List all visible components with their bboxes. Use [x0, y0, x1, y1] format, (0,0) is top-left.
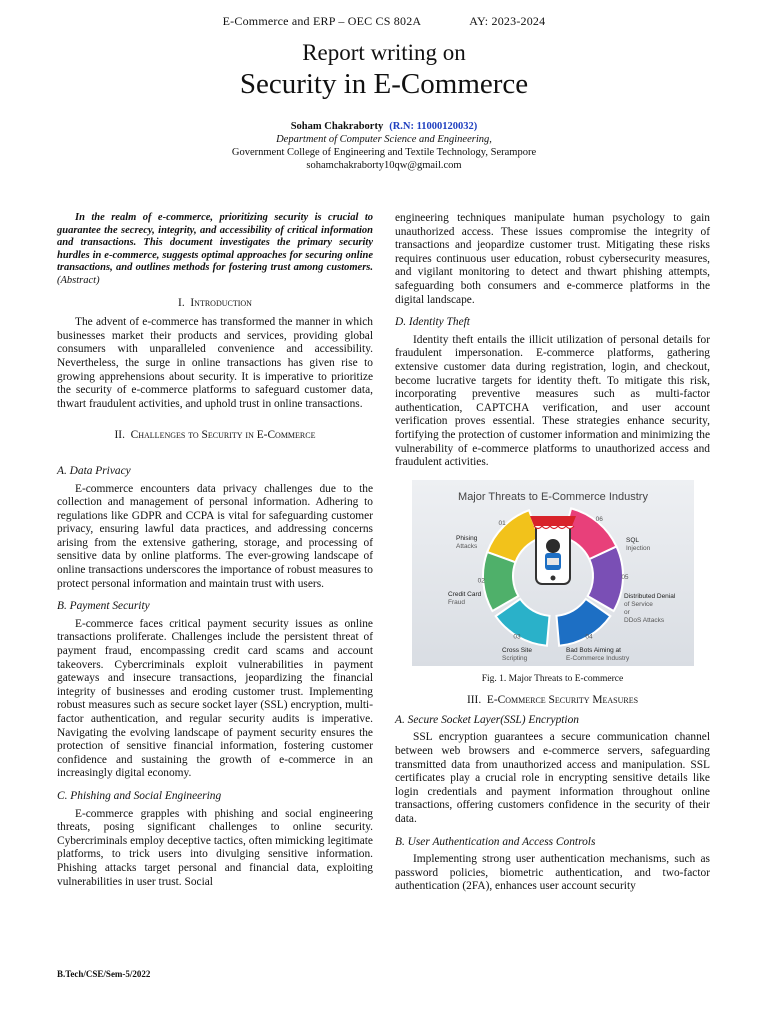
threat-number-03: 03: [512, 633, 521, 641]
threat-number-02: 02: [477, 576, 485, 584]
threat-label-05: Distributed Denial: [623, 592, 675, 600]
threat-number-06: 06: [595, 515, 603, 523]
subsection-2c-continued: engineering techniques manipulate human psychology to gain unauthorized access. These issues compromise the integrity of transactions and jeopardize customer trust. Mitigating these risks requires continuous user education, robust cybersecurity measures, and vigilant monitoring to detect and thwart phishing attempts, safeguarding both consumers and e-commerce platforms in the digital landscape.: [395, 212, 710, 306]
author-roll-number: (R.N: 11000120032): [389, 121, 478, 132]
threat-number-01: 01: [497, 519, 506, 527]
abstract: [57, 212, 373, 288]
section-3-heading: [395, 694, 710, 708]
running-header: [0, 14, 768, 29]
subsection-2d-body: Identity theft entails the illicit utilization of personal details for fraudulent impersonation. E-commerce platforms, gathering extensive customer data during registration, login, and checkout, become lucrative targets for identity theft. To mitigate this risk, incorporating preventive measures such as multi-factor authentication, CAPTCHA verification, and user account verification proves essential. These strategies enhance security, fortifying the protection of customer information and minimizing the vulnerability of e-commerce platforms to unauthorized access and fraudulent activities.: [395, 333, 710, 469]
subsection-2b-body: E-commerce faces critical payment security issues as online transactions proliferate. Challenges include the persistent threat of payment fraud, encompassing credit card scams and account takeovers. Cybercriminals exploit vulnerabilities in payment gateways and insecure transactions, jeopardizing the financial integrity of businesses and eroding customer trust. Implementing robust measures such as secure socket layer (SSL) encryption, multi-factor authentication, and regular security audits is imperative. Navigating the evolving landscape of payment security ensures the protection of sensitive financial information, fostering customer confidence and sustaining the growth of e-commerce in an increasingly digital economy.: [57, 617, 373, 780]
threat-extra-label: or: [623, 608, 630, 616]
section-2-heading: [57, 429, 373, 443]
threats-figure: [412, 480, 694, 666]
threat-sublabel-06: Injection: [625, 544, 650, 552]
author-name: Soham Chakraborty: [290, 121, 384, 132]
section-1-heading: [57, 297, 373, 311]
section-3-title: E-Commerce Security Measures: [486, 694, 639, 707]
section-1-body: The advent of e-commerce has transformed the manner in which businesses market their products and services, providing global consumers with unparalleled convenience and accessibility. Nevertheless, the surge in online transactions has given rise to growing apprehensions about security. It is imperative to prioritize the security of e-commerce platforms to safeguard customer data, thwart fraudulent activities, and uphold trust in online transactions.: [57, 316, 373, 410]
subsection-2c-body: E-commerce grapples with phishing and social engineering threats, posing significant challenges to online security. Cybercriminals employ deceptive tactics, often mimicking legitimate platforms, to trick users into divulging sensitive information. Phishing attacks target personal and financial data, exploiting vulnerabilities in user trust. Social: [57, 807, 373, 888]
subsection-3a-body: SSL encryption guarantees a secure communication channel between web browsers and e-commerce servers, safeguarding transmitted data from unauthorized access and manipulation. SSL certificates play a crucial role in encrypting sensitive details like login credentials and payment information throughout online transactions, offering customers confidence in the security of their data.: [395, 731, 710, 826]
footer: B.Tech/CSE/Sem-5/2022: [57, 969, 151, 979]
threat-sublabel-01: Attacks: [455, 542, 477, 550]
subsection-3b-title: B. User Authentication and Access Controls: [395, 835, 596, 848]
right-column: [395, 212, 710, 894]
threat-extra-label: DDoS Attacks: [623, 616, 664, 624]
threat-sublabel-02: Fraud: [447, 598, 465, 606]
author-college: Government College of Engineering and Textile Technology, Serampore: [231, 147, 537, 158]
threat-label-01: Phising: [455, 534, 477, 542]
subsection-2b-title: B. Payment Security: [57, 600, 150, 613]
threat-sublabel-03: Scripting: [501, 654, 527, 662]
figure-caption: Fig. 1. Major Threats to E-commerce: [481, 673, 624, 684]
abstract-text: In the realm of e-commerce, prioritizing security is crucial to guarantee the secrecy, integrity, and accessibility of critical information and transactions. This document investigates the primary security hurdles in e-commerce, suggests optimal approaches for securing online transactions, and outlines methods for fostering trust among customers.: [57, 212, 373, 274]
subsection-2a-body: E-commerce encounters data privacy challenges due to the collection and management of personal information. Adhering to regulations like GDPR and CCPA is vital for safeguarding customer privacy, ensuring lawful data practices, and addressing concerns arising from the extensive gathering, storage, and processing of sensitive data by online platforms. The ever-growing landscape of online transactions underscores the importance of robust measures to protect personal information and maintain trust with users.: [57, 482, 373, 590]
subsection-2d-title: D. Identity Theft: [395, 316, 470, 329]
abstract-tag: (Abstract): [57, 274, 100, 286]
subsection-3b-body: Implementing strong user authentication mechanisms, such as password policies, biometric authentication, and two-factor authentication (2FA), enhances user account security: [395, 853, 710, 893]
header-year: AY: 2023-2024: [469, 14, 546, 28]
left-column: [57, 212, 373, 889]
section-3-number: III.: [466, 694, 482, 707]
threat-label-03: Cross Site: [501, 646, 532, 654]
threat-label-04: Bad Bots Aiming at: [565, 646, 621, 654]
section-2-number: II.: [114, 429, 125, 442]
subsection-2c-title: C. Phishing and Social Engineering: [57, 789, 222, 802]
subsection-3a-title: A. Secure Socket Layer(SSL) Encryption: [395, 713, 579, 726]
header-course: E-Commerce and ERP – OEC CS 802A: [222, 14, 422, 28]
threat-label-06: SQL: [625, 536, 639, 544]
author-email: sohamchakraborty10qw@gmail.com: [306, 160, 462, 171]
figure-title: Major Threats to E-Commerce Industry: [457, 490, 648, 503]
subsection-2a-title: A. Data Privacy: [57, 464, 131, 477]
title-line-1: Report writing on: [302, 40, 466, 65]
title-line-2: Security in E-Commerce: [239, 68, 529, 100]
author-department: Department of Computer Science and Engineering,: [276, 134, 492, 145]
threat-number-04: 04: [584, 633, 593, 641]
threat-sublabel-05: of Service: [623, 600, 653, 608]
threat-number-05: 05: [620, 573, 629, 581]
section-2-title: Challenges to Security in E-Commerce: [130, 429, 316, 442]
section-1-number: I.: [178, 296, 185, 309]
phone-store-icon: [530, 516, 576, 584]
threat-sublabel-04: E-Commerce Industry: [565, 654, 629, 662]
threat-label-02: Credit Card: [447, 590, 481, 598]
section-1-title: Introduction: [190, 296, 252, 309]
author-block: [0, 120, 768, 172]
